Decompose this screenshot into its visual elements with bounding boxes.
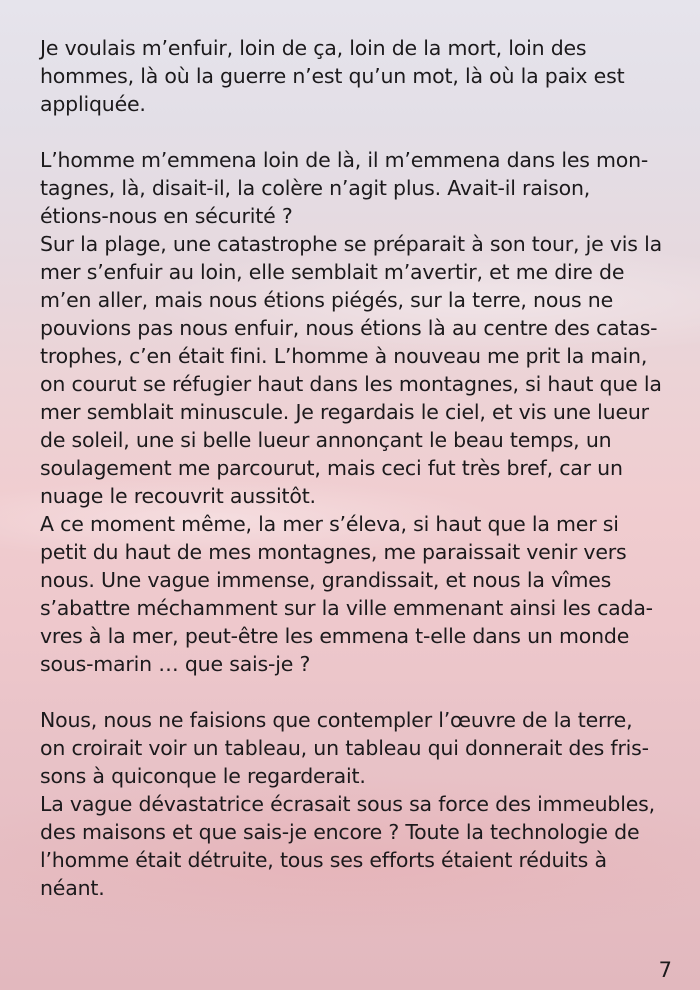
paragraph-2 xyxy=(40,146,670,678)
text-line: sous-marin … que sais-je ? xyxy=(40,652,311,676)
text-line: A ce moment même, la mer s’éleva, si haut que la mer si xyxy=(40,512,619,536)
text-line: sons à quiconque le regarderait. xyxy=(40,764,366,788)
text-line: on courut se réfugier haut dans les montagnes, si haut que la xyxy=(40,372,662,396)
text-body xyxy=(40,34,670,930)
paragraph-3 xyxy=(40,706,670,902)
text-line: tagnes, là, disait-il, la colère n’agit plus. Avait-il raison, xyxy=(40,176,591,200)
text-line: Nous, nous ne faisions que contempler l’œuvre de la terre, xyxy=(40,708,633,732)
text-line: l’homme était détruite, tous ses efforts étaient réduits à xyxy=(40,848,607,872)
paragraph-1 xyxy=(40,34,670,118)
text-line: L’homme m’emmena loin de là, il m’emmena dans les mon- xyxy=(40,148,649,172)
text-line: hommes, là où la guerre n’est qu’un mot, là où la paix est xyxy=(40,64,625,88)
text-line: appliquée. xyxy=(40,92,146,116)
text-line: on croirait voir un tableau, un tableau qui donnerait des fris- xyxy=(40,736,649,760)
text-line: petit du haut de mes montagnes, me paraissait venir vers xyxy=(40,540,627,564)
text-line: de soleil, une si belle lueur annonçant le beau temps, un xyxy=(40,428,612,452)
text-line: mer semblait minuscule. Je regardais le ciel, et vis une lueur xyxy=(40,400,649,424)
text-line: nous. Une vague immense, grandissait, et nous la vîmes xyxy=(40,568,612,592)
text-line: Je voulais m’enfuir, loin de ça, loin de la mort, loin des xyxy=(40,36,587,60)
text-line: des maisons et que sais-je encore ? Toute la technologie de xyxy=(40,820,640,844)
text-line: Sur la plage, une catastrophe se préparait à son tour, je vis la xyxy=(40,232,662,256)
text-line: La vague dévastatrice écrasait sous sa force des immeubles, xyxy=(40,792,655,816)
page-number: 7 xyxy=(658,958,672,982)
text-line: néant. xyxy=(40,876,105,900)
text-line: m’en aller, mais nous étions piégés, sur la terre, nous ne xyxy=(40,288,613,312)
text-line: trophes, c’en était fini. L’homme à nouveau me prit la main, xyxy=(40,344,648,368)
text-line: vres à la mer, peut-être les emmena t-elle dans un monde xyxy=(40,624,630,648)
text-line: pouvions pas nous enfuir, nous étions là au centre des catas- xyxy=(40,316,658,340)
text-line: soulagement me parcourut, mais ceci fut très bref, car un xyxy=(40,456,623,480)
text-line: s’abattre méchamment sur la ville emmenant ainsi les cada- xyxy=(40,596,653,620)
text-line: mer s’enfuir au loin, elle semblait m’avertir, et me dire de xyxy=(40,260,625,284)
text-line: étions-nous en sécurité ? xyxy=(40,204,293,228)
text-line: nuage le recouvrit aussitôt. xyxy=(40,484,316,508)
